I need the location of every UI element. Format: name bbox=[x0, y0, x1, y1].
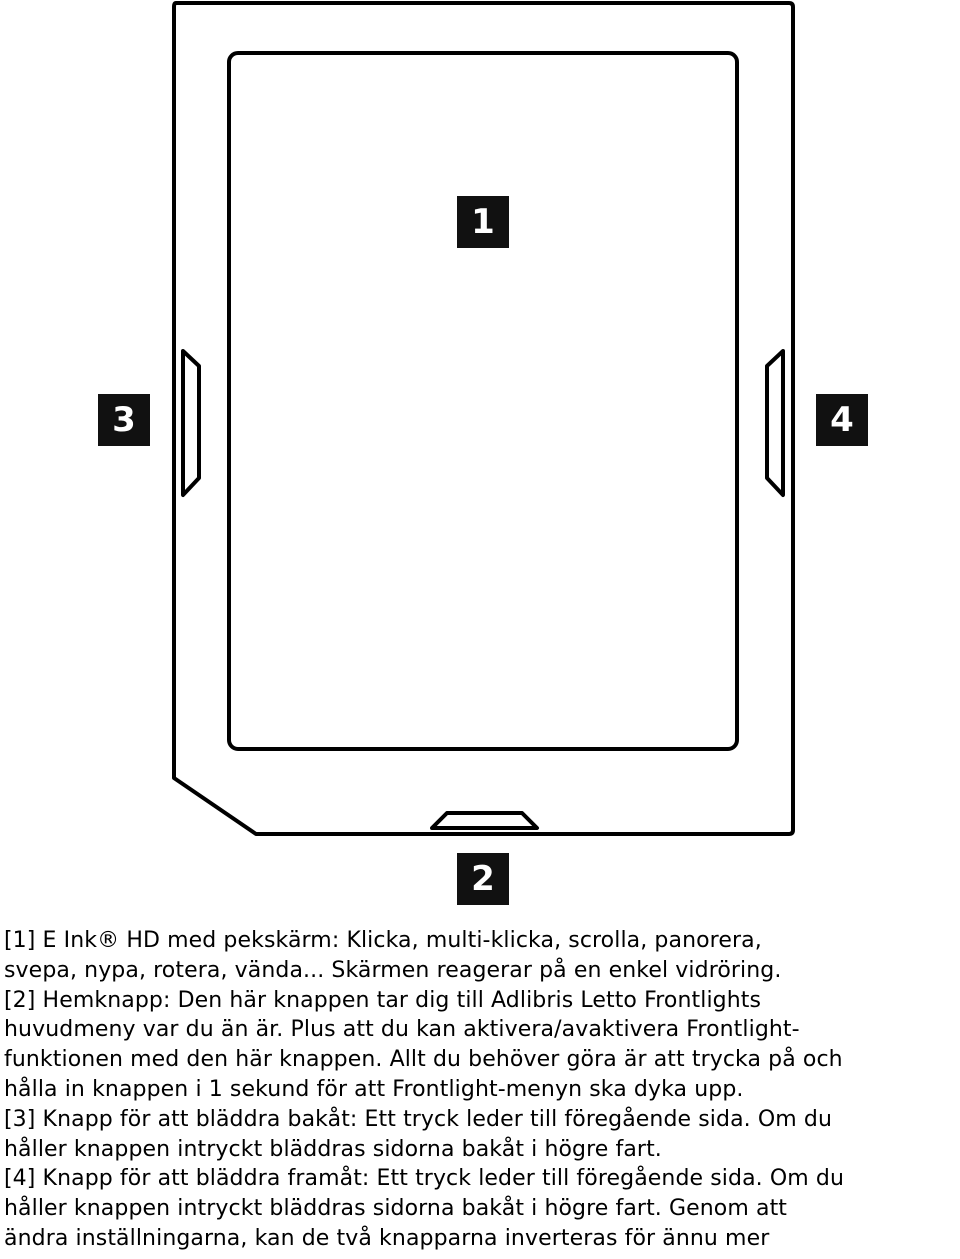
description-line: huvudmeny var du än är. Plus att du kan aktivera/avaktivera Frontlight- bbox=[4, 1017, 800, 1043]
description-line: [1] E Ink® HD med pekskärm: Klicka, multi-klicka, scrolla, panorera, bbox=[4, 928, 762, 953]
description-line: svepa, nypa, rotera, vända... Skärmen reagerar på en enkel vidröring. bbox=[4, 957, 782, 983]
description-line: ändra inställningarna, kan de två knapparna inverteras för ännu mer bbox=[4, 1225, 770, 1251]
callout-screen-label: 1 bbox=[457, 196, 509, 248]
description-line: [3] Knapp för att bläddra bakåt: Ett tryck leder till föregående sida. Om du bbox=[4, 1106, 833, 1132]
description-line: hålla in knappen i 1 sekund för att Frontlight-menyn ska dyka upp. bbox=[4, 1076, 744, 1102]
feature-description bbox=[4, 926, 960, 1254]
description-line: håller knappen intryckt bläddras sidorna bakåt i högre fart. bbox=[4, 1136, 662, 1162]
callout-home-button-label: 2 bbox=[457, 853, 509, 905]
description-line: funktionen med den här knappen. Allt du behöver göra är att trycka på och bbox=[4, 1047, 843, 1073]
screen[interactable] bbox=[229, 53, 737, 749]
home-button[interactable] bbox=[432, 813, 537, 828]
description-line: håller knappen intryckt bläddras sidorna bakåt i högre fart. Genom att bbox=[4, 1196, 788, 1222]
callout-forward-button-label: 4 bbox=[816, 394, 868, 446]
description-line: [4] Knapp för att bläddra framåt: Ett tryck leder till föregående sida. Om du bbox=[4, 1166, 845, 1192]
back-button[interactable] bbox=[183, 351, 199, 495]
callout-back-button-label: 3 bbox=[98, 394, 150, 446]
description-line: [2] Hemknapp: Den här knappen tar dig till Adlibris Letto Frontlights bbox=[4, 987, 762, 1013]
forward-button[interactable] bbox=[767, 351, 783, 495]
